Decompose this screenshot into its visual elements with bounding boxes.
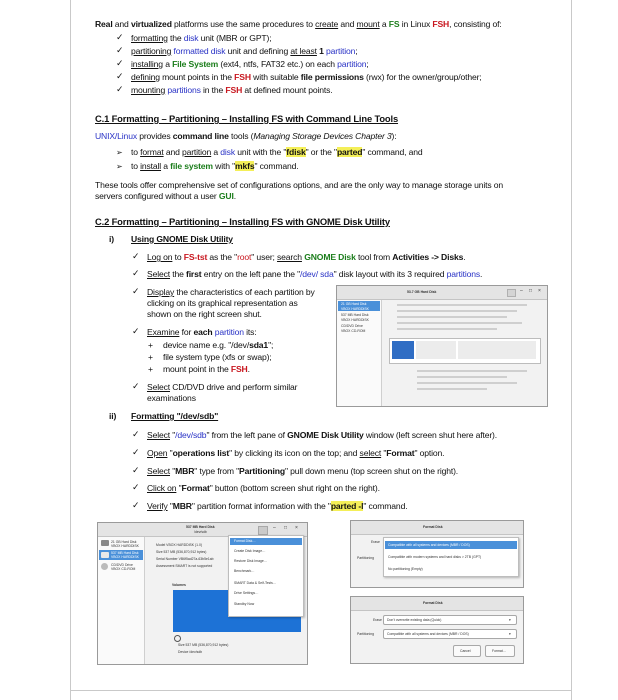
volumes-label: Volumes [172, 583, 186, 587]
checkmark-icon: ✓ [116, 59, 124, 69]
partitioning-combo[interactable] [383, 629, 517, 639]
device-label: VBOX HARDDISK [341, 318, 369, 322]
info-line [417, 376, 507, 378]
maximize-icon[interactable]: □ [529, 288, 533, 294]
step-item: Select "/dev/sdb" from the left pane of GNOME Disk Utility window (left screen shut here after). [147, 430, 497, 440]
sub-item: device name e.g. "/dev/sda1"; [163, 340, 274, 350]
gnome-disks-sdb-screenshot [97, 522, 308, 665]
combo-value: Compatible with all systems and devices (MBR / DOS) [387, 632, 469, 636]
device-label: VBOX HARDDISK [111, 544, 139, 548]
menu-icon[interactable] [507, 289, 516, 297]
close-icon[interactable]: × [295, 525, 298, 531]
button-label: Format… [492, 649, 507, 653]
field-label: Partitioning [357, 556, 374, 560]
dropdown-option[interactable]: No partitioning (Empty) [388, 567, 423, 571]
window-title: 53.7 GB Hard Disk [407, 290, 437, 294]
menu-item[interactable]: Benchmark… [234, 569, 255, 573]
arrow-right-icon: ➢ [116, 162, 123, 171]
page-border-left [70, 0, 71, 700]
info-line [397, 322, 522, 324]
minimize-icon[interactable]: – [273, 525, 276, 531]
intro-item: partitioning formatted disk unit and defining at least 1 partition; [131, 46, 358, 56]
format-button[interactable] [485, 645, 515, 657]
intro-line: Real and virtualized platforms use the same procedures to create and mount a FS in Linux FSH, consisting of: [95, 19, 502, 29]
field-label: Erase [371, 540, 380, 544]
device-label: 21 GB Hard Disk [341, 302, 367, 306]
intro-item: mounting partitions in the FSH at defined mount points. [131, 85, 333, 95]
bullet-plus: + [148, 352, 154, 362]
checkmark-icon: ✓ [132, 430, 140, 440]
optical-drive-icon [101, 563, 108, 570]
step-item: Select the first entry on the left pane the "/dev/ sda" disk layout with its 3 required partitions. [147, 269, 483, 279]
intro-item: installing a File System (ext4, ntfs, FAT32 etc.) on each partition; [131, 59, 369, 69]
dropdown-icon: ▾ [509, 618, 511, 622]
step-item: Display the characteristics of each partition by [147, 287, 315, 297]
erase-combo[interactable] [383, 615, 517, 625]
step-item-cont: examinations [147, 393, 196, 403]
device-label[interactable]: 21 GB Hard Disk [111, 540, 137, 544]
disk-field: Device /dev/sdb [178, 650, 203, 654]
volume-segment[interactable] [458, 341, 536, 359]
info-line [397, 328, 497, 330]
checkmark-icon: ✓ [132, 501, 140, 511]
cancel-button[interactable] [453, 645, 481, 657]
volume-segment[interactable] [392, 341, 414, 359]
intro-item: formatting the disk unit (MBR or GPT); [131, 33, 272, 43]
volume-segment[interactable] [416, 341, 456, 359]
info-line [417, 370, 527, 372]
page-border-right [571, 0, 572, 700]
checkmark-icon: ✓ [132, 382, 140, 392]
step-item-cont: shown on the right screen shut. [147, 309, 262, 319]
bullet-plus: + [148, 340, 154, 350]
settings-icon[interactable] [174, 635, 181, 642]
checkmark-icon: ✓ [132, 483, 140, 493]
checkmark-icon: ✓ [132, 327, 140, 337]
disk-field: Model VBOX HARDDISK (1.0) [156, 543, 202, 547]
dropdown-option[interactable]: Compatible with all systems and devices (MBR / DOS) [388, 543, 470, 547]
checkmark-icon: ✓ [116, 46, 124, 56]
arrow-right-icon: ➢ [116, 148, 123, 157]
menu-item[interactable]: Create Disk Image… [234, 549, 266, 553]
checkmark-icon: ✓ [116, 85, 124, 95]
intro-item: defining mount points in the FSH with suitable file permissions (rwx) for the owner/group/other; [131, 72, 482, 82]
sub-item: mount point in the FSH. [163, 364, 250, 374]
info-line [397, 304, 527, 306]
menu-icon[interactable] [258, 526, 268, 535]
device-label: VBOX HARDDISK [111, 555, 139, 559]
dropdown-option[interactable]: Compatible with modern systems and hard disks > 2TB (GPT) [388, 555, 482, 559]
menu-item[interactable]: Drive Settings… [234, 591, 259, 595]
checkmark-icon: ✓ [132, 448, 140, 458]
page-border-bottom [70, 690, 572, 691]
disk-field: Assessment SMART is not supported [156, 564, 213, 568]
c1-paragraph: These tools offer comprehensive set of configurations options, and are the only way to manage storage units on [95, 180, 504, 190]
step-item: Select "MBR" type from "Partitioning" pull down menu (top screen shut on the right). [147, 466, 459, 476]
window-title: 537 MB Hard Disk [186, 525, 215, 529]
menu-item[interactable]: Standby Now [234, 602, 255, 606]
combo-value: Don't overwrite existing data (Quick) [387, 618, 442, 622]
step-item-cont: clicking on its graphical representation as [147, 298, 298, 308]
volume-map [389, 338, 541, 364]
operations-menu [228, 535, 304, 617]
device-label[interactable]: CD/DVD Drive [111, 563, 133, 567]
subsection-heading-ii: Formatting "/dev/sdb" [131, 411, 219, 421]
bullet-plus: + [148, 364, 154, 374]
gnome-disks-screenshot [336, 285, 548, 407]
button-label: Cancel [460, 649, 471, 653]
maximize-icon[interactable]: □ [284, 525, 288, 531]
format-disk-dialog [350, 596, 524, 664]
device-label[interactable]: 537 MB Hard Disk [341, 313, 369, 317]
partitioning-dropdown [383, 537, 519, 577]
step-item: Click on "Format" button (bottom screen shut right on the right). [147, 483, 380, 493]
device-label: VBOX CD-ROM [111, 567, 136, 571]
device-label: VBOX HARDDISK [341, 307, 369, 311]
format-disk-dialog-dropdown [350, 520, 524, 588]
c1-arrow-item: to install a file system with "mkfs" command. [131, 161, 299, 171]
checkmark-icon: ✓ [132, 252, 140, 262]
step-item: Examine for each partition its: [147, 327, 257, 337]
menu-item[interactable]: SMART Data & Self-Tests… [234, 581, 277, 585]
field-label: Partitioning [357, 632, 374, 636]
c1-paragraph: servers configured without a user GUI. [95, 191, 236, 201]
close-icon[interactable]: × [538, 288, 541, 294]
section-heading-c2: C.2 Formatting – Partitioning – Installing FS with GNOME Disk Utility [95, 216, 390, 227]
subsection-number: ii) [109, 411, 117, 421]
checkmark-icon: ✓ [132, 287, 140, 297]
disk-field: Size 537 MB (536,870,912 bytes) [156, 550, 207, 554]
c1-intro: UNIX/Linux provides command line tools (Managing Storage Devices Chapter 3): [95, 131, 397, 141]
step-item: Log on to FS-tst as the "root" user; search GNOME Disk tool from Activities -> Disks. [147, 252, 466, 262]
checkmark-icon: ✓ [116, 33, 124, 43]
device-label[interactable]: CD/DVD Drive [341, 324, 363, 328]
dialog-title: Format Disk [423, 525, 443, 529]
device-label: 537 MB Hard Disk [111, 551, 139, 555]
sub-item: file system type (xfs or swap); [163, 352, 272, 362]
field-label: Erase [373, 618, 382, 622]
dialog-title: Format Disk [423, 601, 443, 605]
device-label: VBOX CD-ROM [341, 329, 366, 333]
dropdown-icon: ▾ [509, 632, 511, 636]
step-item: Verify "MBR" partition format information with the "parted -l" command. [147, 501, 408, 511]
hard-disk-icon [101, 540, 109, 546]
menu-item[interactable]: Restore Disk Image… [234, 559, 268, 563]
minimize-icon[interactable]: – [520, 288, 523, 294]
info-line [417, 382, 517, 384]
menu-item[interactable]: Format Disk… [234, 539, 256, 543]
c1-arrow-item: to format and partition a disk unit with the "fdisk" or the "parted" command, and [131, 147, 423, 157]
subsection-number: i) [109, 234, 114, 244]
step-item: Select CD/DVD drive and perform similar [147, 382, 298, 392]
info-line [397, 316, 507, 318]
subsection-heading-i: Using GNOME Disk Utility [131, 234, 233, 244]
checkmark-icon: ✓ [116, 72, 124, 82]
info-line [417, 388, 487, 390]
info-line [397, 310, 517, 312]
hard-disk-icon [101, 552, 109, 558]
window-subtitle: /dev/sdb [194, 530, 207, 534]
checkmark-icon: ✓ [132, 269, 140, 279]
step-item: Open "operations list" by clicking its icon on the top; and select "Format" option. [147, 448, 445, 458]
section-heading-c1: C.1 Formatting – Partitioning – Installing FS with Command Line Tools [95, 113, 399, 124]
disk-field: Size 537 MB (536,870,912 bytes) [178, 643, 229, 647]
checkmark-icon: ✓ [132, 466, 140, 476]
disk-field: Serial Number VB6f5ad27a-63b5e1ab [156, 557, 214, 561]
